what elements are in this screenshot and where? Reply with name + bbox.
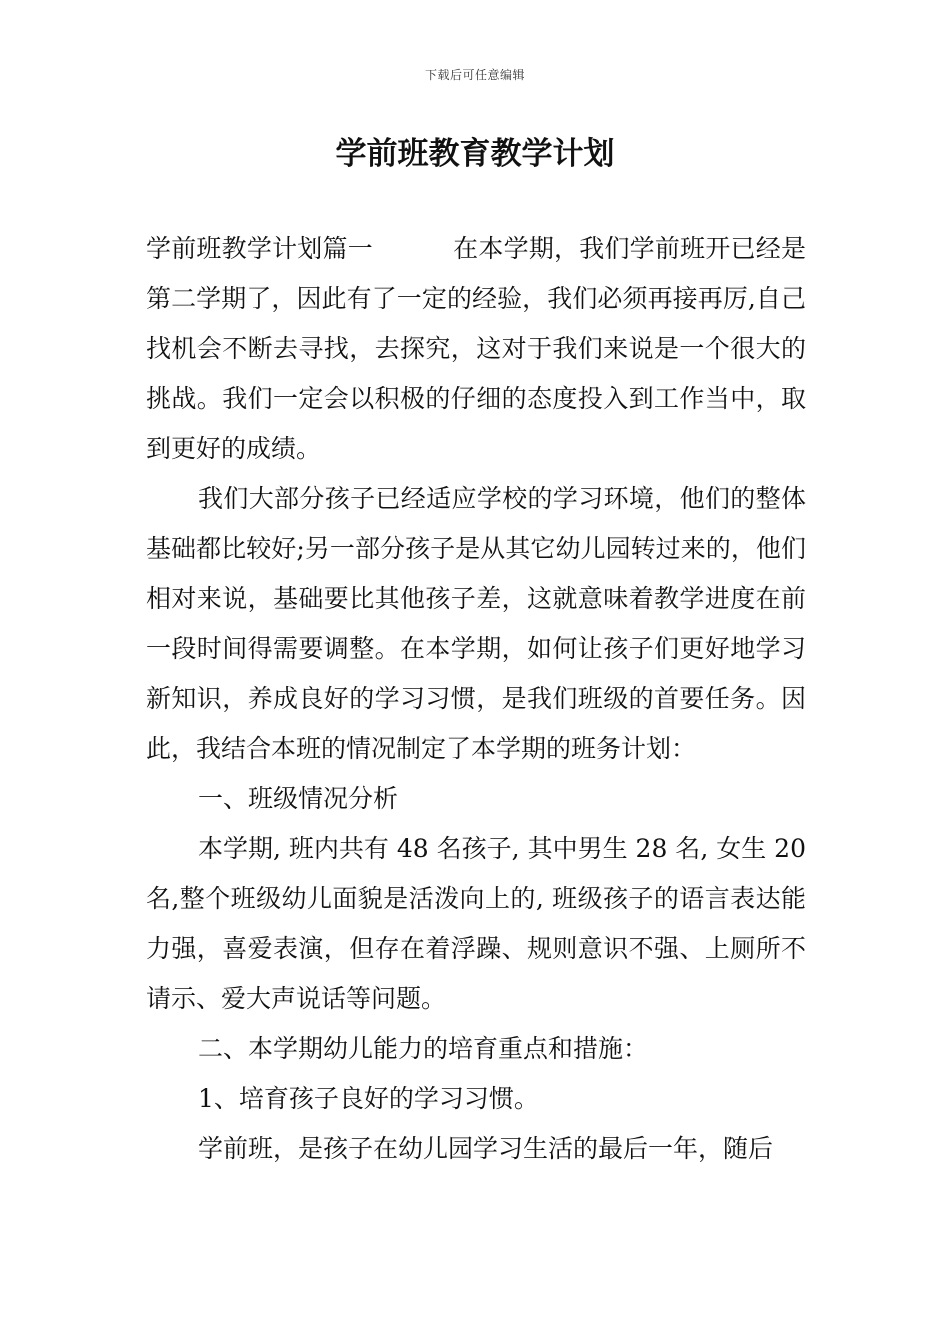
paragraph-class-analysis: 本学期, 班内共有 48 名孩子, 其中男生 28 名, 女生 20 名,整个班级幼儿面貌是活泼向上的, 班级孩子的语言表达能力强，喜爱表演，但存在着浮躁、规则意识不强、上厕所不请示、爱大声说话等问题。 <box>146 834 806 1013</box>
paragraph-last: 学前班，是孩子在幼儿园学习生活的最后一年，随后 <box>198 1134 774 1163</box>
intro-heading: 学前班教学计划篇一 <box>146 234 373 263</box>
intro-paragraph <box>146 224 806 474</box>
document-title: 学前班教育教学计划 <box>335 136 615 172</box>
document-body <box>146 224 806 1174</box>
paragraph-2: 我们大部分孩子已经适应学校的学习环境，他们的整体基础都比较好;另一部分孩子是从其它幼儿园转过来的，他们相对来说，基础要比其他孩子差，这就意味着教学进度在前一段时间得需要调整。在本学期，如何让孩子们更好地学习新知识，养成良好的学习习惯，是我们班级的首要任务。因此，我结合本班的情况制定了本学期的班务计划： <box>146 484 806 763</box>
header-note: 下载后可任意编辑 <box>424 68 525 82</box>
section-heading-1: 一、班级情况分析 <box>198 784 399 813</box>
section-heading-2: 二、本学期幼儿能力的培育重点和措施： <box>198 1034 649 1063</box>
paragraph-1-text: 在本学期，我们学前班开已经是第二学期了，因此有了一定的经验，我们必须再接再厉,自己找机会不断去寻找，去探究，这对于我们来说是一个很大的挑战。我们一定会以积极的仔细的态度投入到工作当中，取到更好的成绩。 <box>146 234 806 463</box>
sub-heading-1: 1、培育孩子良好的学习习惯。 <box>198 1084 539 1113</box>
